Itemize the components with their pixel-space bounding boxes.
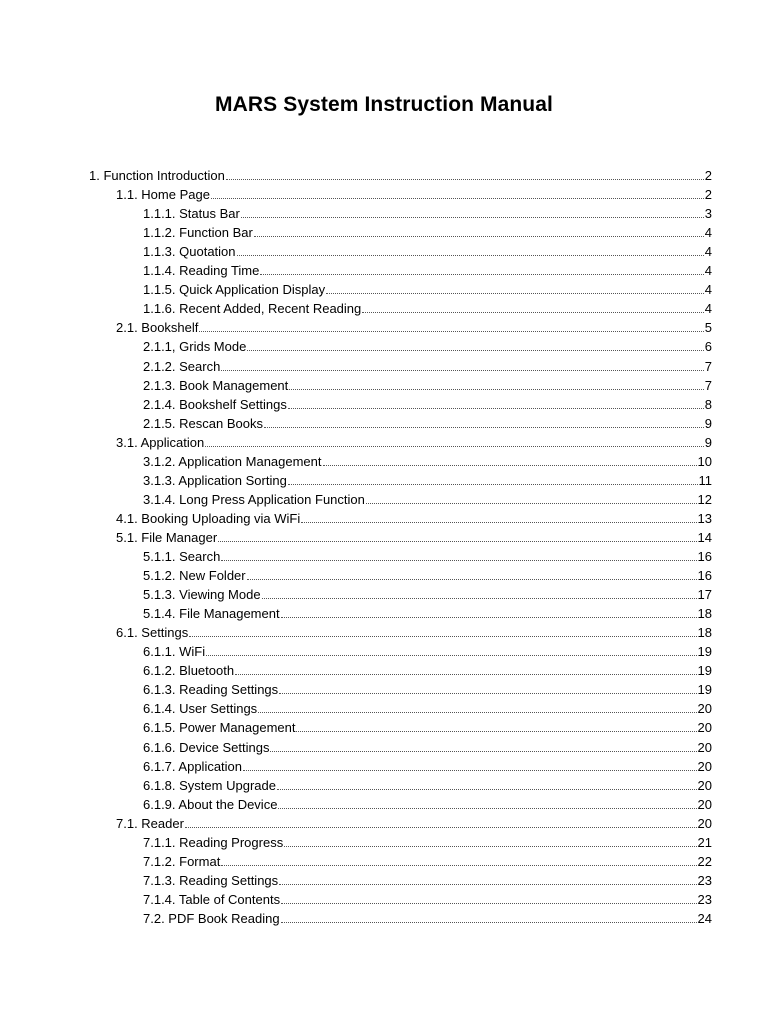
toc-entry-label: 4.1. Booking Uploading via WiFi: [116, 511, 301, 526]
toc-entry-page-number: 6: [704, 339, 712, 354]
toc-entry-page-number: 20: [697, 759, 712, 774]
toc-entry-label: 1.1.3. Quotation: [143, 244, 236, 259]
toc-entry-label: 6.1.1. WiFi: [143, 644, 206, 659]
toc-entry[interactable]: [143, 755, 712, 774]
toc-entry-page-number: 20: [697, 720, 712, 735]
toc-entry-label: 1.1.2. Function Bar: [143, 225, 253, 240]
toc-entry-label: 6.1.8. System Upgrade: [143, 778, 276, 793]
toc-leader-dots: [279, 884, 696, 885]
toc-entry-page-number: 4: [704, 282, 712, 297]
toc-leader-dots: [221, 370, 703, 371]
toc-entry[interactable]: [143, 545, 712, 564]
toc-entry-label: 2.1.5. Rescan Books: [143, 416, 263, 431]
toc-leader-dots: [281, 903, 696, 904]
toc-entry-page-number: 19: [697, 663, 712, 678]
toc-entry-label: 3.1.4. Long Press Application Function: [143, 492, 365, 507]
toc-entry[interactable]: [116, 621, 712, 640]
toc-leader-dots: [218, 541, 696, 542]
toc-leader-dots: [206, 655, 696, 656]
toc-entry[interactable]: [143, 869, 712, 888]
toc-entry-label: 5.1.4. File Management: [143, 606, 280, 621]
toc-entry-label: 2.1.3. Book Management: [143, 378, 289, 393]
toc-leader-dots: [281, 922, 697, 923]
toc-entry-page-number: 8: [704, 397, 712, 412]
toc-entry-page-number: 13: [697, 511, 712, 526]
toc-entry[interactable]: [143, 259, 712, 278]
toc-entry[interactable]: [143, 488, 712, 507]
toc-entry[interactable]: [143, 697, 712, 716]
toc-leader-dots: [262, 598, 697, 599]
toc-leader-dots: [241, 217, 704, 218]
toc-leader-dots: [323, 465, 697, 466]
toc-entry-label: 6.1.9. About the Device: [143, 797, 278, 812]
toc-entry-label: 6.1.5. Power Management: [143, 720, 296, 735]
toc-entry[interactable]: [143, 678, 712, 697]
toc-entry[interactable]: [143, 278, 712, 297]
toc-leader-dots: [277, 789, 697, 790]
toc-leader-dots: [237, 255, 704, 256]
toc-leader-dots: [288, 408, 704, 409]
toc-entry[interactable]: [143, 716, 712, 735]
toc-entry-page-number: 20: [697, 816, 712, 831]
toc-entry[interactable]: [116, 526, 712, 545]
toc-entry-label: 6.1.7. Application: [143, 759, 243, 774]
toc-entry-label: 5.1.2. New Folder: [143, 568, 246, 583]
toc-leader-dots: [211, 198, 704, 199]
toc-entry-label: 1.1.4. Reading Time: [143, 263, 260, 278]
toc-leader-dots: [264, 427, 704, 428]
toc-leader-dots: [279, 693, 696, 694]
toc-entry[interactable]: [143, 793, 712, 812]
toc-entry-page-number: 17: [697, 587, 712, 602]
toc-entry[interactable]: [143, 469, 712, 488]
toc-entry-label: 6.1. Settings: [116, 625, 189, 640]
toc-entry-label: 1.1.5. Quick Application Display: [143, 282, 326, 297]
document-title: MARS System Instruction Manual: [215, 93, 553, 116]
toc-entry-label: 2.1.2. Search: [143, 359, 221, 374]
toc-entry-page-number: 12: [697, 492, 712, 507]
toc-entry-page-number: 18: [697, 625, 712, 640]
toc-entry-page-number: 11: [698, 473, 712, 488]
toc-entry-label: 6.1.3. Reading Settings: [143, 682, 279, 697]
toc-entry-label: 6.1.2. Bluetooth: [143, 663, 235, 678]
toc-entry[interactable]: [143, 355, 712, 374]
toc-entry-page-number: 20: [697, 797, 712, 812]
toc-entry-page-number: 14: [697, 530, 712, 545]
toc-leader-dots: [326, 293, 704, 294]
toc-entry[interactable]: [143, 907, 712, 926]
toc-entry-page-number: 24: [697, 911, 712, 926]
toc-leader-dots: [247, 579, 697, 580]
toc-entry[interactable]: [143, 583, 712, 602]
toc-entry[interactable]: [116, 316, 712, 335]
toc-entry-page-number: 4: [704, 225, 712, 240]
toc-entry[interactable]: [143, 450, 712, 469]
toc-entry-page-number: 16: [697, 549, 712, 564]
toc-entry[interactable]: [143, 736, 712, 755]
toc-entry-label: 3.1.2. Application Management: [143, 454, 322, 469]
toc-entry-page-number: 7: [704, 378, 712, 393]
toc-entry-page-number: 7: [704, 359, 712, 374]
toc-leader-dots: [270, 751, 696, 752]
toc-entry[interactable]: [116, 183, 712, 202]
toc-entry-label: 1.1.1. Status Bar: [143, 206, 240, 221]
toc-entry[interactable]: [143, 659, 712, 678]
toc-entry-label: 7.1.2. Format: [143, 854, 221, 869]
toc-entry[interactable]: [143, 240, 712, 259]
toc-entry-page-number: 2: [704, 187, 712, 202]
toc-entry-page-number: 5: [704, 320, 712, 335]
toc-leader-dots: [260, 274, 703, 275]
toc-entry-label: 7.1.1. Reading Progress: [143, 835, 284, 850]
toc-entry-page-number: 9: [704, 416, 712, 431]
toc-entry[interactable]: [143, 640, 712, 659]
toc-entry-label: 2.1. Bookshelf: [116, 320, 199, 335]
toc-leader-dots: [281, 617, 697, 618]
toc-entry-page-number: 19: [697, 644, 712, 659]
toc-leader-dots: [226, 179, 704, 180]
toc-entry[interactable]: [143, 393, 712, 412]
toc-entry[interactable]: [143, 831, 712, 850]
toc-entry-label: 2.1.1, Grids Mode: [143, 339, 247, 354]
toc-entry-label: 5.1.1. Search: [143, 549, 221, 564]
toc-entry[interactable]: [143, 850, 712, 869]
toc-entry-page-number: 9: [704, 435, 712, 450]
toc-leader-dots: [301, 522, 696, 523]
toc-entry-page-number: 10: [697, 454, 712, 469]
toc-entry-label: 2.1.4. Bookshelf Settings: [143, 397, 287, 412]
toc-entry-page-number: 20: [697, 740, 712, 755]
toc-entry[interactable]: [143, 412, 712, 431]
toc-leader-dots: [278, 808, 696, 809]
toc-entry-label: 5.1. File Manager: [116, 530, 218, 545]
toc-leader-dots: [221, 865, 696, 866]
toc-entry[interactable]: [143, 374, 712, 393]
toc-entry-label: 3.1.3. Application Sorting: [143, 473, 287, 488]
toc-entry[interactable]: [116, 507, 712, 526]
toc-entry[interactable]: [143, 888, 712, 907]
toc-entry-label: 7.1. Reader: [116, 816, 184, 831]
toc-leader-dots: [366, 503, 697, 504]
toc-entry-page-number: 4: [704, 301, 712, 316]
toc-entry[interactable]: [143, 335, 712, 354]
toc-leader-dots: [288, 484, 698, 485]
toc-entry-page-number: 2: [704, 168, 712, 183]
toc-entry[interactable]: [143, 602, 712, 621]
toc-leader-dots: [284, 846, 696, 847]
toc-entry-label: 1.1.6. Recent Added, Recent Reading: [143, 301, 362, 316]
toc-entry-label: 3.1. Application: [116, 435, 205, 450]
toc-leader-dots: [243, 770, 697, 771]
toc-leader-dots: [199, 331, 703, 332]
toc-entry[interactable]: [89, 164, 712, 183]
toc-leader-dots: [189, 636, 696, 637]
toc-entry[interactable]: [143, 297, 712, 316]
toc-entry-label: 6.1.4. User Settings: [143, 701, 258, 716]
toc-entry-label: 7.1.4. Table of Contents: [143, 892, 281, 907]
toc-leader-dots: [235, 674, 696, 675]
toc-entry[interactable]: [143, 774, 712, 793]
toc-entry-label: 1.1. Home Page: [116, 187, 210, 202]
toc-leader-dots: [258, 712, 696, 713]
toc-entry-page-number: 23: [697, 892, 712, 907]
toc-entry-page-number: 21: [697, 835, 712, 850]
toc-entry-page-number: 19: [697, 682, 712, 697]
toc-leader-dots: [289, 389, 704, 390]
toc-leader-dots: [296, 731, 696, 732]
toc-entry-page-number: 16: [697, 568, 712, 583]
toc-leader-dots: [254, 236, 704, 237]
toc-leader-dots: [185, 827, 697, 828]
toc-leader-dots: [221, 560, 696, 561]
toc-entry-page-number: 4: [704, 244, 712, 259]
toc-entry-label: 1. Function Introduction: [89, 168, 225, 183]
toc-entry-label: 6.1.6. Device Settings: [143, 740, 270, 755]
toc-entry[interactable]: [143, 564, 712, 583]
toc-leader-dots: [247, 350, 703, 351]
toc-entry[interactable]: [143, 221, 712, 240]
toc-entry-label: 7.1.3. Reading Settings: [143, 873, 279, 888]
toc-leader-dots: [362, 312, 704, 313]
toc-entry-page-number: 4: [704, 263, 712, 278]
toc-entry[interactable]: [116, 812, 712, 831]
toc-entry-page-number: 20: [697, 701, 712, 716]
toc-entry-page-number: 20: [697, 778, 712, 793]
toc-entry-label: 7.2. PDF Book Reading: [143, 911, 280, 926]
toc-leader-dots: [205, 446, 704, 447]
toc-entry[interactable]: [143, 202, 712, 221]
toc-entry[interactable]: [116, 431, 712, 450]
toc-entry-page-number: 22: [697, 854, 712, 869]
toc-entry-label: 5.1.3. Viewing Mode: [143, 587, 261, 602]
toc-entry-page-number: 23: [697, 873, 712, 888]
toc-entry-page-number: 18: [697, 606, 712, 621]
toc-entry-page-number: 3: [704, 206, 712, 221]
